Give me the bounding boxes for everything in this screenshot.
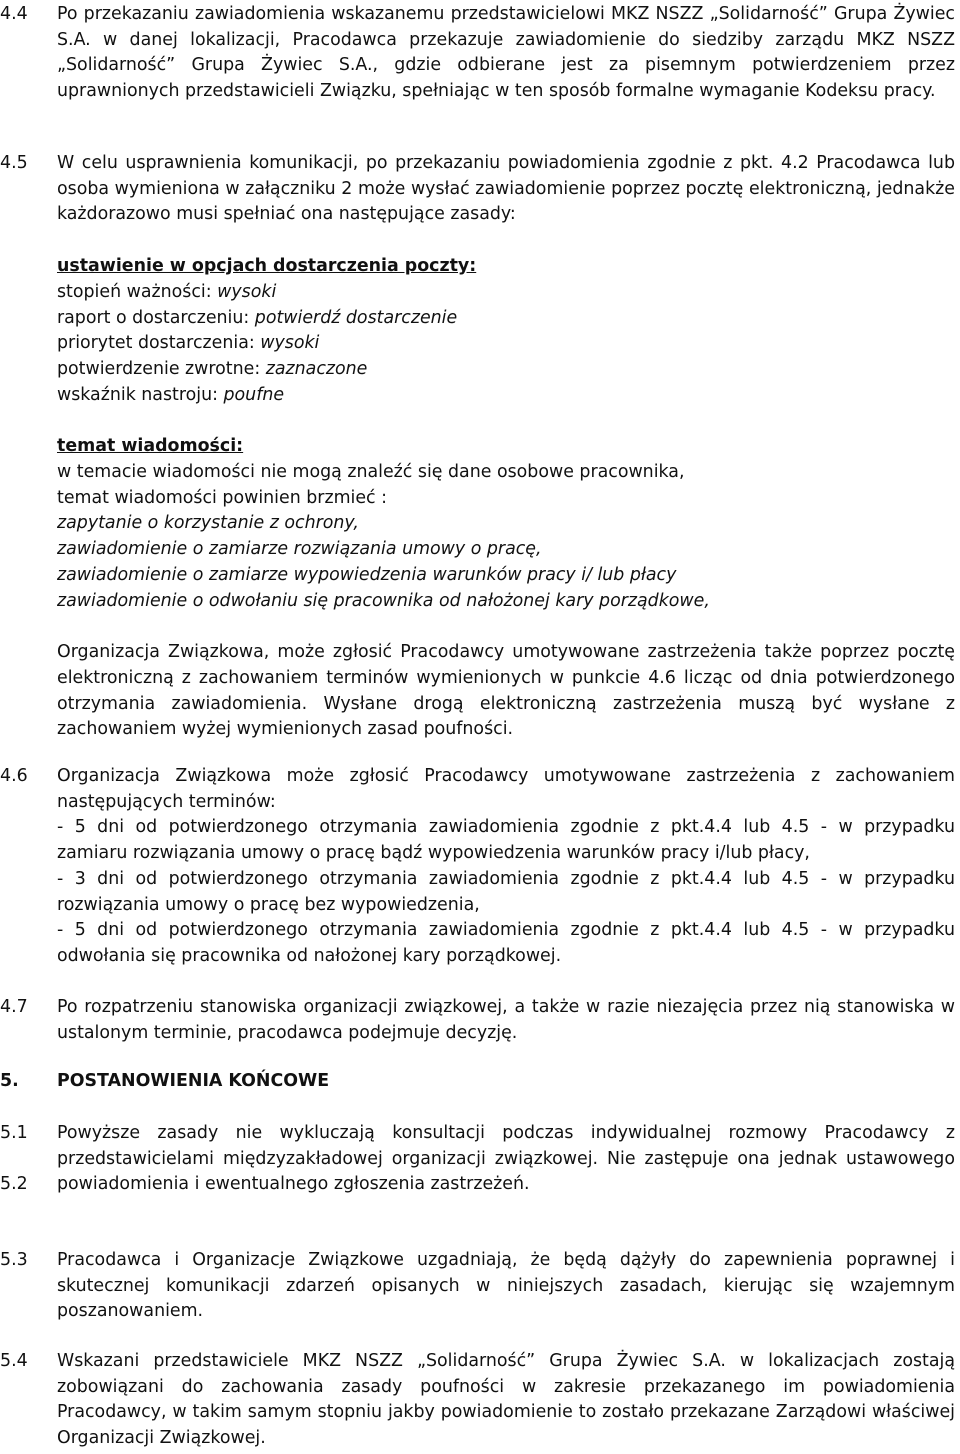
section-number-5-2: 5.2 xyxy=(0,1174,28,1194)
subject-heading: temat wiadomości: xyxy=(57,436,244,457)
section-body xyxy=(57,764,955,970)
closing-paragraph: Organizacja Związkowa, może zgłosić Pracodawcy umotywowane zastrzeżenia także poprzez pocztę elektroniczną z zachowaniem terminów wymienionych w punkcie 4.6 licząc od dnia potwierdzonego otrzymania zawiadomienia. Wysłane drogą elektroniczną zastrzeżenia muszą być wysłane z zachowaniem wyżej wymienionych zasad poufności. xyxy=(57,642,955,740)
setting-row xyxy=(57,306,955,332)
setting-row xyxy=(57,357,955,383)
setting-label: priorytet dostarczenia: xyxy=(57,333,261,354)
setting-value: wysoki xyxy=(260,333,320,354)
deadline-line: - 5 dni od potwierdzonego otrzymania zawiadomienia zgodnie z pkt.4.4 lub 4.5 - w przypadku xyxy=(57,817,955,838)
deadline-line: odwołania się pracownika od nałożonej kary porządkowej. xyxy=(57,945,562,966)
section-number: 4.7 xyxy=(0,997,28,1017)
setting-value: zaznaczone xyxy=(265,358,368,379)
deadline-line: Organizacja Związkowa może zgłosić Pracodawcy umotywowane zastrzeżenia z zachowaniem xyxy=(57,766,955,786)
mail-settings-heading: ustawienie w opcjach dostarczenia poczty: xyxy=(57,256,477,277)
deadline-line: zamiaru rozwiązania umowy o pracę bądź wypowiedzenia warunków pracy i/lub płacy, xyxy=(57,843,810,864)
section-text: Po przekazaniu zawiadomienia wskazanemu przedstawicielowi MKZ NSZZ „Solidarność” Grupa Żywiec S.A. w danej lokalizacji, Pracodawca przekazuje zawiadomienie do siedziby zarządu MKZ NSZZ „Solidarność” Grupa Żywiec S.A., gdzie odbierane jest za pisemnym potwierdzeniem przez uprawnionych przedstawicieli Związku, spełniając w ten sposób formalne wymaganie Kodeksu pracy. xyxy=(57,4,955,102)
deadline-line: następujących terminów: xyxy=(57,791,276,812)
setting-value: potwierdź dostarczenie xyxy=(254,307,458,328)
setting-value: poufne xyxy=(223,384,285,405)
setting-label: wskaźnik nastroju: xyxy=(57,384,224,405)
subject-option: zapytanie o korzystanie z ochrony, xyxy=(57,513,359,534)
section-number: 5. xyxy=(0,1071,19,1091)
deadline-line: - 5 dni od potwierdzonego otrzymania zawiadomienia zgodnie z pkt.4.4 lub 4.5 - w przypadku xyxy=(57,920,955,941)
section-number: 4.4 xyxy=(0,4,28,24)
setting-row xyxy=(57,383,955,409)
deadline-line: rozwiązania umowy o pracę bez wypowiedzenia, xyxy=(57,894,480,915)
setting-row xyxy=(57,331,955,357)
subject-line: w temacie wiadomości nie mogą znaleźć się dane osobowe pracownika, xyxy=(57,462,685,483)
section-title: POSTANOWIENIA KOŃCOWE xyxy=(57,1071,330,1091)
setting-label: potwierdzenie zwrotne: xyxy=(57,358,266,379)
section-text: Wskazani przedstawiciele MKZ NSZZ „Solidarność” Grupa Żywiec S.A. w lokalizacjach zostają zobowiązani do zachowania zasady poufności w zakresie przekazanego im powiadomienia Pracodawcy, w takim samym stopniu jakby powiadomienie to zostało przekazane Zarządowi właściwej Organizacji Związkowej. xyxy=(57,1351,955,1449)
subject-line: temat wiadomości powinien brzmieć : xyxy=(57,487,387,508)
section-body xyxy=(57,151,955,743)
section-number: 5.4 xyxy=(0,1351,28,1371)
subject-option: zawiadomienie o zamiarze rozwiązania umowy o pracę, xyxy=(57,539,542,560)
section-text: Po rozpatrzeniu stanowiska organizacji związkowej, a także w razie niezajęcia przez nią stanowiska w ustalonym terminie, pracodawca podejmuje decyzję. xyxy=(57,997,955,1043)
section-number: 5.1 xyxy=(0,1123,28,1143)
section-number: 5.3 xyxy=(0,1250,28,1270)
section-text: Pracodawca i Organizacje Związkowe uzgadniają, że będą dążyły do zapewnienia poprawnej i skutecznej komunikacji zdarzeń opisanych w niniejszych zasadach, kierując się wzajemnym poszanowaniem. xyxy=(57,1250,955,1322)
deadline-line: - 3 dni od potwierdzonego otrzymania zawiadomienia zgodnie z pkt.4.4 lub 4.5 - w przypadku xyxy=(57,868,955,889)
subject-option: zawiadomienie o odwołaniu się pracownika od nałożonej kary porządkowe, xyxy=(57,590,710,611)
setting-label: raport o dostarczeniu: xyxy=(57,307,255,328)
section-number: 4.5 xyxy=(0,153,28,173)
setting-row xyxy=(57,280,955,306)
setting-label: stopień ważności: xyxy=(57,281,218,302)
section-text: Powyższe zasady nie wykluczają konsultacji podczas indywidualnej rozmowy Pracodawcy z przedstawicielami międzyzakładowej organizacji związkowej. Nie zastępuje ona jednak ustawowego powiadomienia i ewentualnego zgłoszenia zastrzeżeń. xyxy=(57,1123,955,1195)
setting-value: wysoki xyxy=(217,281,277,302)
section-text: W celu usprawnienia komunikacji, po przekazaniu powiadomienia zgodnie z pkt. 4.2 Pracodawca lub osoba wymieniona w załączniku 2 może wysłać zawiadomienie poprzez pocztę elektroniczną, jednakże każdorazowo musi spełniać ona następujące zasady: xyxy=(57,153,955,225)
subject-option: zawiadomienie o zamiarze wypowiedzenia warunków pracy i/ lub płacy xyxy=(57,564,677,585)
section-number: 4.6 xyxy=(0,766,28,786)
